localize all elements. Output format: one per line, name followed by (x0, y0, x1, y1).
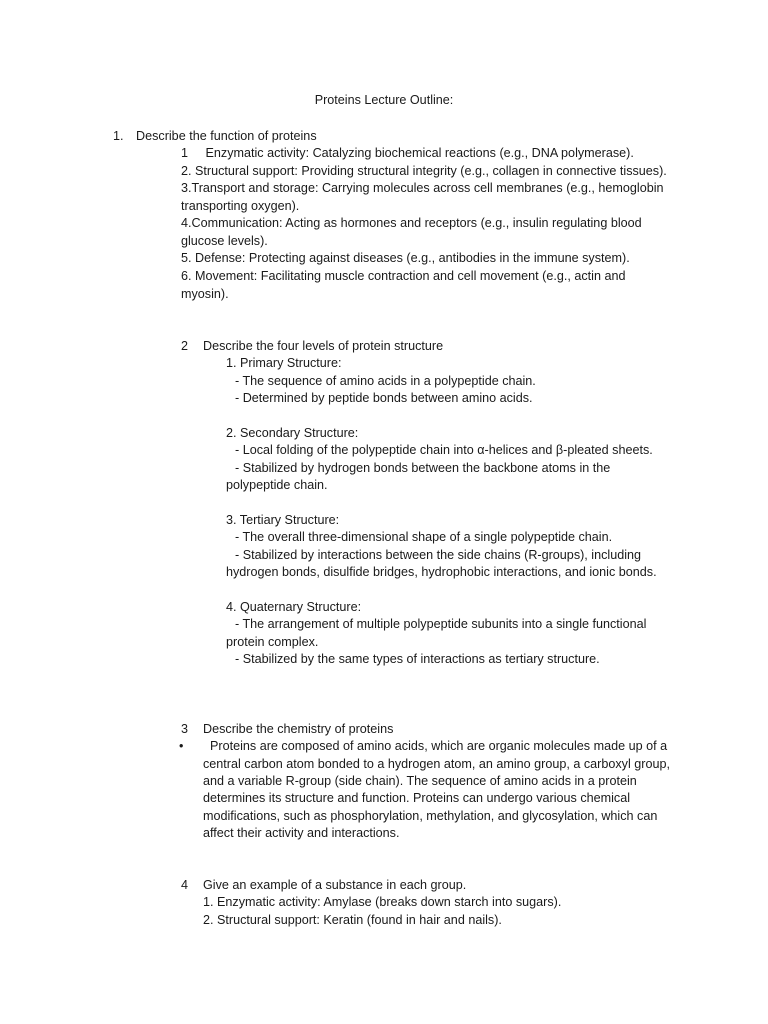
list-item: 2. Structural support: Keratin (found in hair and nails). (203, 913, 502, 927)
subheading: 2. Secondary Structure: (226, 426, 359, 440)
list-item: 3.Transport and storage: Carrying molecules across cell membranes (e.g., hemoglobin (181, 181, 664, 195)
list-item: 2. Structural support: Providing structural integrity (e.g., collagen in connective tissues). (181, 164, 667, 178)
section-2-heading: Describe the four levels of protein structure (203, 339, 444, 353)
list-item: 1 Enzymatic activity: Catalyzing biochemical reactions (e.g., DNA polymerase). (181, 146, 634, 160)
page-title: Proteins Lecture Outline: (314, 93, 454, 107)
section-4-heading: Give an example of a substance in each group. (203, 878, 467, 892)
bullet-icon: • (179, 739, 184, 753)
paragraph-line: modifications, such as phosphorylation, methylation, and glycosylation, which can (203, 809, 658, 823)
list-item: 1. Enzymatic activity: Amylase (breaks down starch into sugars). (203, 895, 562, 909)
list-item: 5. Defense: Protecting against diseases (e.g., antibodies in the immune system). (181, 251, 630, 265)
paragraph-line: Proteins are composed of amino acids, which are organic molecules made up of a (210, 739, 668, 753)
list-item: transporting oxygen). (181, 199, 300, 213)
paragraph-line: affect their activity and interactions. (203, 826, 400, 840)
list-item: polypeptide chain. (226, 478, 328, 492)
list-item: - The sequence of amino acids in a polypeptide chain. (235, 374, 536, 388)
paragraph-line: and a variable R-group (side chain). The sequence of amino acids in a protein (203, 774, 637, 788)
section-4-number: 4 (181, 878, 189, 892)
paragraph-line: determines its structure and function. Proteins can undergo various chemical (203, 791, 631, 805)
list-item: - The overall three-dimensional shape of a single polypeptide chain. (235, 530, 613, 544)
list-item: - Stabilized by hydrogen bonds between the backbone atoms in the (235, 461, 611, 475)
list-item: 6. Movement: Facilitating muscle contraction and cell movement (e.g., actin and (181, 269, 626, 283)
list-item: - Stabilized by interactions between the side chains (R-groups), including (235, 548, 642, 562)
section-1-number: 1. (113, 129, 124, 143)
section-3-number: 3 (181, 722, 189, 736)
list-item: glucose levels). (181, 234, 268, 248)
section-3-heading: Describe the chemistry of proteins (203, 722, 394, 736)
list-item: - Determined by peptide bonds between amino acids. (235, 391, 533, 405)
list-item: hydrogen bonds, disulfide bridges, hydrophobic interactions, and ionic bonds. (226, 565, 657, 579)
section-1-heading: Describe the function of proteins (136, 129, 317, 143)
subheading: 3. Tertiary Structure: (226, 513, 340, 527)
list-item: - The arrangement of multiple polypeptide subunits into a single functional (235, 617, 647, 631)
list-item: - Stabilized by the same types of interactions as tertiary structure. (235, 652, 600, 666)
list-item: myosin). (181, 287, 229, 301)
paragraph-line: central carbon atom bonded to a hydrogen atom, an amino group, a carboxyl group, (203, 757, 670, 771)
list-item: 4.Communication: Acting as hormones and receptors (e.g., insulin regulating blood (181, 216, 642, 230)
subheading: 1. Primary Structure: (226, 356, 342, 370)
list-item: protein complex. (226, 635, 319, 649)
list-item: - Local folding of the polypeptide chain into α-helices and β-pleated sheets. (235, 443, 653, 457)
section-2-number: 2 (181, 339, 189, 353)
subheading: 4. Quaternary Structure: (226, 600, 362, 614)
